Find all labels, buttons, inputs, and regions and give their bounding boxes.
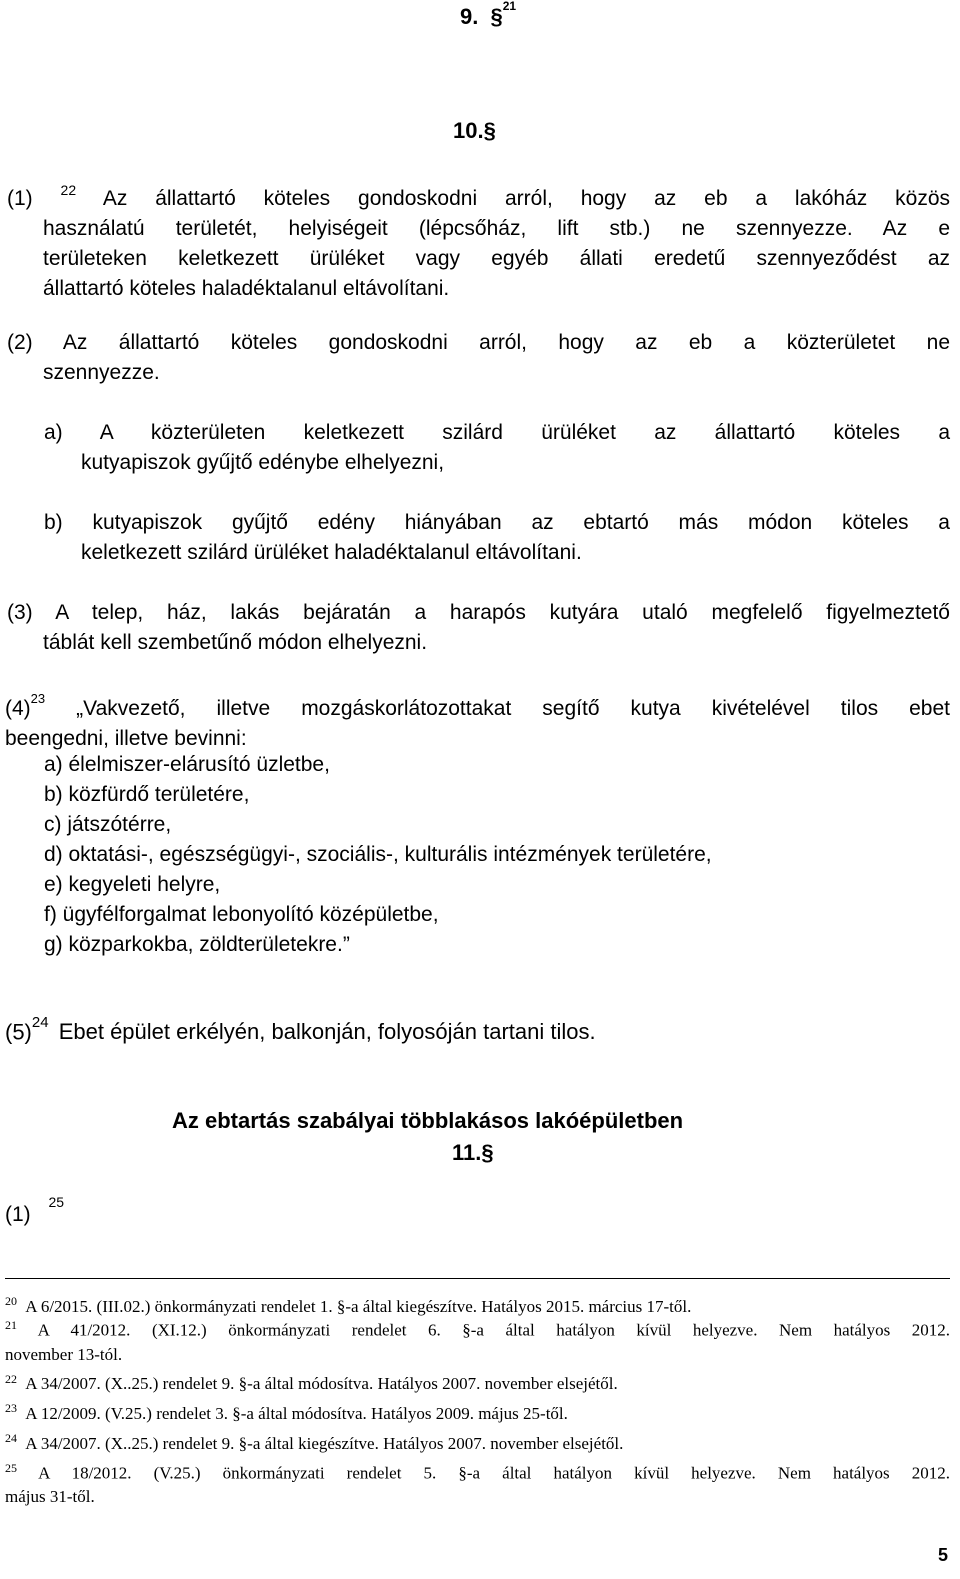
section-10-heading xyxy=(453,118,496,144)
paragraph-line: kutyapiszok gyűjtő edénybe elhelyezni, xyxy=(81,451,445,474)
footnote-line: május 31-től. xyxy=(5,1487,95,1507)
footnote-number: 23 xyxy=(5,1401,17,1416)
footnote-number: 20 xyxy=(5,1294,17,1308)
list-item: a) élelmiszer-elárusító üzletbe, xyxy=(44,753,330,776)
section-number: 9. xyxy=(460,4,479,29)
footnote-number: 21 xyxy=(5,1318,17,1332)
paragraph-5 xyxy=(5,1014,596,1045)
paragraph-4-list xyxy=(44,750,712,960)
list-item: c) játszótérre, xyxy=(44,813,172,836)
paragraph-label: (5) xyxy=(5,1019,32,1045)
footnote-line xyxy=(5,1313,950,1343)
footnote-ref: 25 xyxy=(48,1194,65,1210)
paragraph-text: Ebet épület erkélyén, balkonján, folyosóján tartani tilos. xyxy=(58,1019,596,1045)
footnote xyxy=(5,1456,950,1510)
paragraph-line: beengedni, illetve bevinni: xyxy=(5,727,247,750)
paragraph-1 xyxy=(7,177,950,304)
section-sign: § xyxy=(483,118,496,143)
footnote-separator xyxy=(5,1278,950,1279)
paragraph-line: keletkezett szilárd ürüléket haladéktalanul eltávolítani. xyxy=(81,541,582,564)
paragraph-line: a) A közterületen keletkezett szilárd ürüléket az állattartó köteles a xyxy=(44,421,950,444)
paragraph-label: (1) xyxy=(7,187,33,210)
footnote-line: november 13-tól. xyxy=(5,1344,123,1364)
footnote-ref: 22 xyxy=(60,182,77,198)
paragraph-line: (2) Az állattartó köteles gondoskodni arról, hogy az eb a közterületet ne xyxy=(7,331,950,354)
section-sign: § xyxy=(490,4,503,29)
section-number: 10. xyxy=(453,118,484,143)
paragraph-label: (4) xyxy=(5,697,31,720)
section-11-heading xyxy=(452,1140,494,1166)
page-number: 5 xyxy=(937,1545,948,1565)
paragraph-line xyxy=(7,177,950,214)
paragraph-4 xyxy=(5,688,950,754)
section-sign: § xyxy=(481,1140,494,1165)
list-item: f) ügyfélforgalmat lebonyolító középületbe, xyxy=(44,903,439,926)
paragraph-text: „Vakvezető, illetve mozgáskorlátozottakat segítő kutya kivételével tilos ebet xyxy=(76,697,950,720)
paragraph-3 xyxy=(7,598,950,658)
paragraph-2-item-b xyxy=(44,508,950,568)
paragraph-line: táblát kell szembetűnő módon elhelyezni. xyxy=(43,631,428,654)
footnote-number: 24 xyxy=(5,1430,17,1445)
paragraph-line xyxy=(5,688,950,724)
section-number: 11. xyxy=(452,1140,482,1165)
paragraph-2-item-a xyxy=(44,418,950,478)
footnote-line xyxy=(5,1456,950,1486)
footnote-text: A 41/2012. (XI.12.) önkormányzati rendelet 6. §-a által hatályon kívül helyezve. Nem hatályos 2012. xyxy=(37,1320,950,1340)
footnote-number: 22 xyxy=(5,1371,17,1386)
footnote xyxy=(5,1289,950,1316)
footnote-text: A 18/2012. (V.25.) önkormányzati rendelet 5. §-a által hatályon kívül helyezve. Nem hatályos 2012. xyxy=(38,1463,951,1483)
paragraph-line: állattartó köteles haladéktalanul eltávolítani. xyxy=(43,277,450,300)
footnotes xyxy=(5,1289,950,1509)
footnote-text: A 6/2015. (III.02.) önkormányzati rendelet 1. §-a által kiegészítve. Hatályos 2015. március 17-től. xyxy=(25,1296,692,1316)
list-item: b) közfürdő területére, xyxy=(44,783,250,806)
footnote-text: A 12/2009. (V.25.) rendelet 3. §-a által módosítva. Hatályos 2009. május 25-től. xyxy=(25,1403,568,1423)
footnote-ref: 23 xyxy=(30,691,46,706)
footnote xyxy=(5,1426,950,1456)
paragraph-line: területeken keletkezett ürüléket vagy egyéb állati eredetű szennyeződést az xyxy=(43,247,950,270)
section-11-title: Az ebtartás szabályai többlakásos lakóépületben xyxy=(172,1108,684,1133)
footnote-ref: 21 xyxy=(502,0,517,13)
footnote xyxy=(5,1396,950,1426)
section-11-paragraph-1 xyxy=(5,1194,65,1227)
footnote xyxy=(5,1367,950,1397)
paragraph-2 xyxy=(7,328,950,388)
footnote-number: 25 xyxy=(5,1460,17,1475)
paragraph-line: használatú területét, helyiségeit (lépcsőház, lift stb.) ne szennyezze. Az e xyxy=(43,217,950,240)
footnote-text: A 34/2007. (X..25.) rendelet 9. §-a által módosítva. Hatályos 2007. november elsejétől. xyxy=(25,1374,618,1394)
section-9-heading xyxy=(460,0,517,30)
paragraph-line: (3) A telep, ház, lakás bejáratán a harapós kutyára utaló megfelelő figyelmeztető xyxy=(7,601,950,624)
footnote xyxy=(5,1313,950,1367)
list-item: e) kegyeleti helyre, xyxy=(44,873,221,896)
paragraph-line: b) kutyapiszok gyűjtő edény hiányában az ebtartó más módon köteles a xyxy=(44,511,950,534)
paragraph-label: (1) xyxy=(5,1203,31,1226)
list-item: g) közparkokba, zöldterületekre.” xyxy=(44,933,350,956)
paragraph-line: szennyezze. xyxy=(43,361,160,384)
paragraph-text: Az állattartó köteles gondoskodni arról, hogy az eb a lakóház közös xyxy=(102,187,951,210)
footnote-text: A 34/2007. (X..25.) rendelet 9. §-a által kiegészítve. Hatályos 2007. november elsejétől. xyxy=(25,1433,624,1453)
list-item: d) oktatási-, egészségügyi-, szociális-, kulturális intézmények területére, xyxy=(44,843,712,866)
footnote-ref: 24 xyxy=(31,1014,49,1031)
